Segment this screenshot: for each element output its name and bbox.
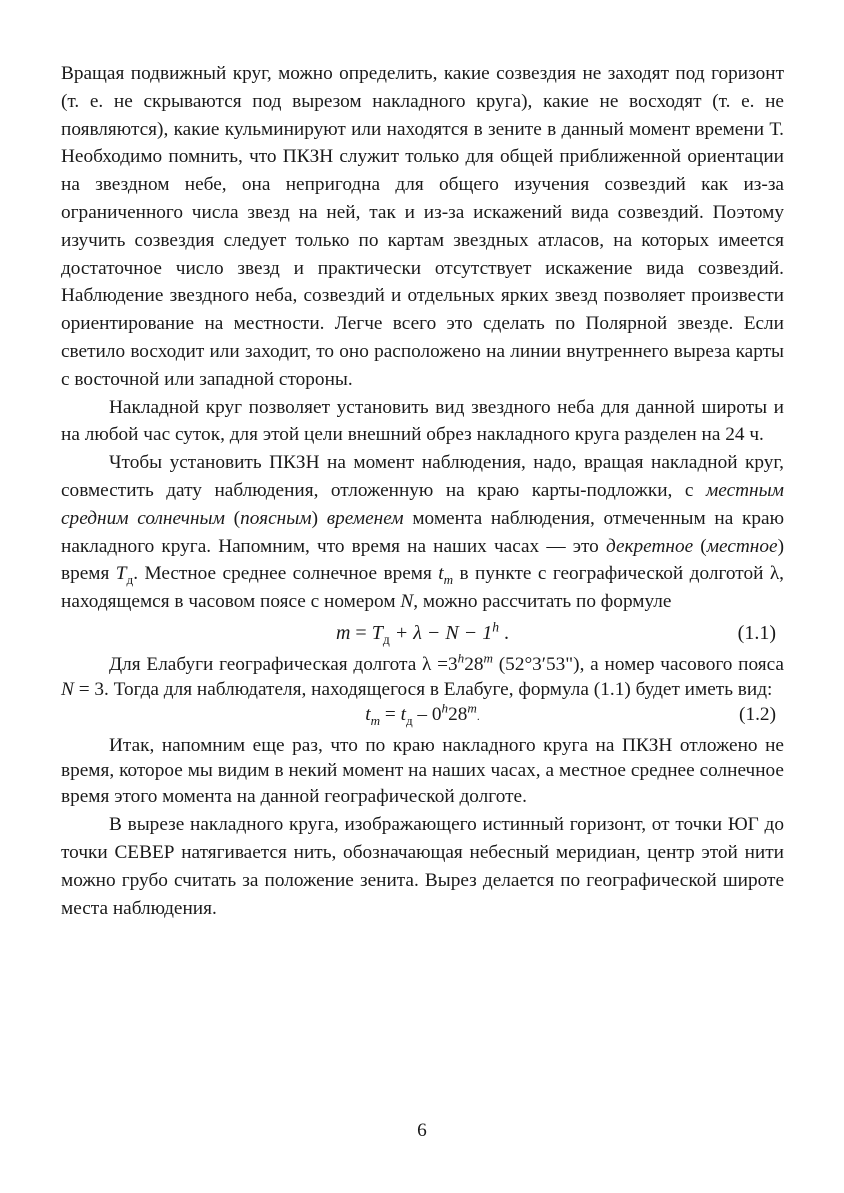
formula-1-2-expression: $t_m = t_д - 0^h28^m$. <box>365 700 480 728</box>
page-number: 6 <box>417 1120 427 1141</box>
paragraph-2: Накладной круг позволяет установить вид звездного неба для данной широты и на любой час суток, для этой цели внешний обрез накладного круга разделен на 24 ч. <box>61 396 784 446</box>
paragraph-1: Вращая подвижный круг, можно определить, какие созвездия не заходят под горизонт (т. е. не скрываются под вырезом накладного круга), какие не восходят (т. е. не появляются), какие кульминируют или находятся в зените в данный момент времени Т. Необходимо помнить, что ПКЗН служит только для общей приближенной ориентации на звездном небе, она непригодна для общего изучения созвездий как из-за ограниченного числа звезд на ней, так и из-за искажений вида созвездий. Поэтому изучить созвездия следует только по картам звездных атласов, на которых имеется достаточное число звезд и практически отсутствует искажение вида созвездий. Наблюдение звездного неба, созвездий и отдельных ярких звезд позволяет произвести ориентирование на местности. Легче всего это сделать по Полярной звезде. Если светило восходит или заходит, то оно расположено на линии внутреннего выреза карты с восточной или западной стороны. <box>61 63 784 390</box>
formula-1-2 <box>61 700 784 733</box>
formula-1-2-number: (1.2) <box>739 703 776 725</box>
formula-1-1 <box>61 616 784 652</box>
paragraph-5: Итак, напомним еще раз, что по краю накладного круга на ПКЗН отложено не время, которое мы видим в некий момент на наших часах, а местное среднее солнечное время этого момента на данной географической долготе. <box>61 734 784 807</box>
paragraph-6: В вырезе накладного круга, изображающего истинный горизонт, от точки ЮГ до точки СЕВЕР натягивается нить, обозначающая небесный меридиан, центр этой нити можно грубо считать за положение зенита. Вырез делается по географической широте места наблюдения. <box>61 814 784 919</box>
formula-1-1-number: (1.1) <box>737 621 776 644</box>
paragraph-3: Чтобы установить ПКЗН на момент наблюдения, надо, вращая накладной круг, совместить дату наблюдения, отложенную на краю карты-подложки, с местным средним солнечным (поясным) временем момента наблюдения, отмеченным на краю накладного круга. Напомним, что время на наших часах — это декретное (местное) время $T_д$. Местное среднее солнечное время $t_m$ в пункте с географической долготой λ, находящемся в часовом поясе с номером N, можно рассчитать по формуле <box>61 452 784 613</box>
page-content <box>61 60 784 923</box>
paragraph-4: Для Елабуги географическая долгота $\lambda =3^h28^m$ (52°3′53"), а номер часового пояса N = 3. Тогда для наблюдателя, находящегося в Елабуге, формула (1.1) будет иметь вид: <box>61 650 784 701</box>
formula-1-1-expression: $m = T_д + \lambda - N - 1^h$ . <box>335 619 510 647</box>
